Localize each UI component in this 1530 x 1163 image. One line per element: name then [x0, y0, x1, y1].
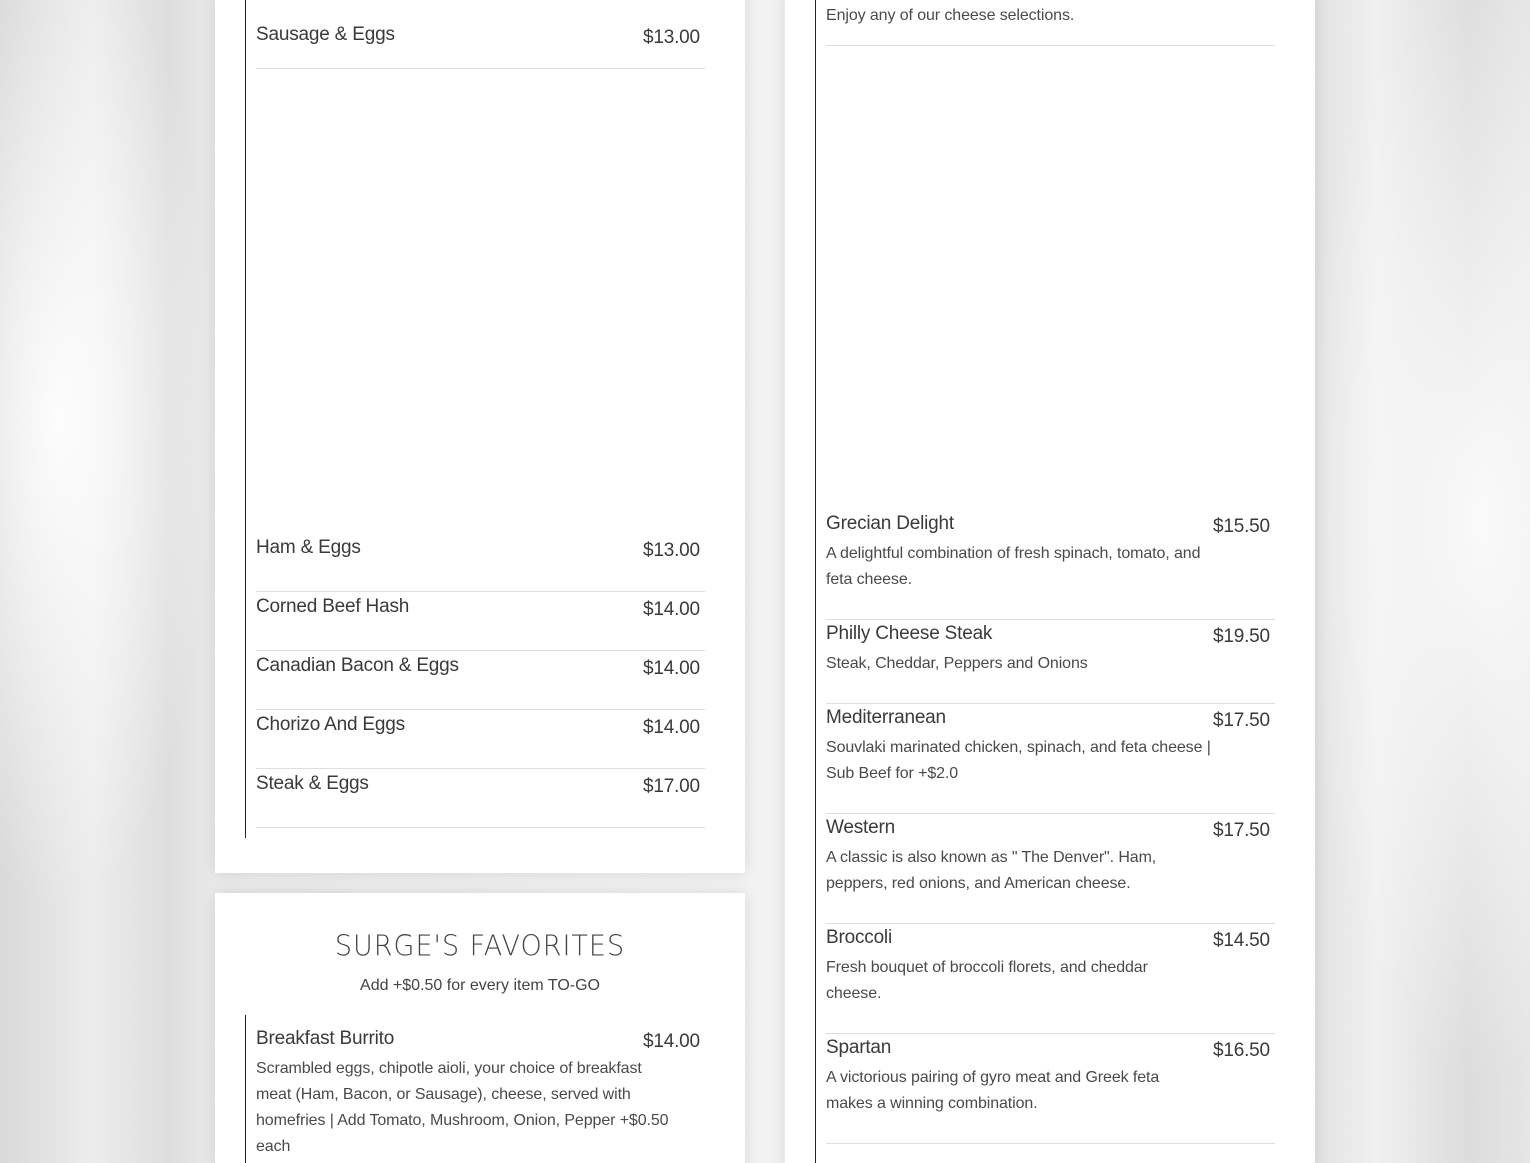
item-price: $17.50	[1213, 820, 1270, 841]
item-description: A classic is also known as " The Denver". Ham, peppers, red onions, and American cheese.	[826, 849, 1157, 892]
menu-item-cheese[interactable]	[826, 0, 1275, 46]
item-price: $19.50	[1213, 626, 1270, 647]
item-price: $15.50	[1213, 516, 1270, 537]
menu-item-steak-eggs[interactable]	[256, 769, 705, 828]
menu-item-western[interactable]	[826, 814, 1275, 924]
menu-item-sausage-eggs[interactable]	[256, 0, 705, 69]
breakfast-menu-list	[245, 0, 705, 838]
menu-item-broccoli[interactable]	[826, 924, 1275, 1034]
menu-item-canadian-bacon-eggs[interactable]	[256, 651, 705, 710]
item-description: A victorious pairing of gyro meat and Greek feta makes a winning combination.	[826, 1069, 1160, 1112]
menu-item-corned-beef-hash[interactable]	[256, 592, 705, 651]
item-name: Broccoli	[826, 927, 892, 948]
item-name: Grecian Delight	[826, 513, 954, 534]
item-description: A delightful combination of fresh spinach, tomato, and feta cheese.	[826, 545, 1201, 588]
item-price: $14.00	[643, 717, 700, 738]
item-name: Western	[826, 817, 895, 838]
menu-item-mediterranean[interactable]	[826, 704, 1275, 814]
item-name: Breakfast Burrito	[256, 1028, 395, 1049]
breakfast-card	[215, 0, 745, 873]
item-price: $14.50	[1213, 930, 1270, 951]
item-price: $14.00	[643, 1031, 700, 1052]
menu-item-philly-cheese-steak[interactable]	[826, 620, 1275, 704]
menu-item-spartan[interactable]	[826, 1034, 1275, 1144]
item-description: Enjoy any of our cheese selections.	[826, 7, 1075, 24]
item-name: Steak & Eggs	[256, 773, 369, 794]
omelettes-menu-list	[815, 0, 1275, 1163]
item-name: Spartan	[826, 1037, 892, 1058]
menu-item-ham-eggs[interactable]	[256, 533, 705, 592]
item-name: Ham & Eggs	[256, 537, 361, 558]
section-note: Add +$0.50 for every item TO-GO	[360, 977, 600, 994]
item-description: Steak, Cheddar, Peppers and Onions	[826, 655, 1088, 672]
item-name: Sausage & Eggs	[256, 24, 395, 45]
menu-item-grecian-delight[interactable]	[826, 510, 1275, 620]
item-name: Canadian Bacon & Eggs	[256, 655, 459, 676]
menu-item-breakfast-burrito[interactable]	[256, 1015, 705, 1163]
item-name: Chorizo And Eggs	[256, 714, 405, 735]
menu-item-chorizo-eggs[interactable]	[256, 710, 705, 769]
item-price: $17.50	[1213, 710, 1270, 731]
item-price: $13.00	[643, 27, 700, 48]
item-name: Mediterranean	[826, 707, 946, 728]
favorites-menu-list	[245, 1015, 705, 1163]
item-price: $16.50	[1213, 1040, 1270, 1061]
item-name: Philly Cheese Steak	[826, 623, 993, 644]
section-title: SURGE'S FAVORITES	[334, 930, 626, 963]
item-description: Scrambled eggs, chipotle aioli, your choice of breakfast meat (Ham, Bacon, or Sausage), cheese, served with homefries | Add Tomato, Mushroom, Onion, Pepper +$0.50 each	[256, 1060, 669, 1155]
omelettes-card	[785, 0, 1315, 1163]
item-description: Souvlaki marinated chicken, spinach, and feta cheese | Sub Beef for +$2.0	[826, 739, 1211, 782]
item-price: $13.00	[643, 540, 700, 561]
item-price: $14.00	[643, 599, 700, 620]
item-name: Corned Beef Hash	[256, 596, 410, 617]
favorites-card	[215, 893, 745, 1163]
item-price: $17.00	[643, 776, 700, 797]
item-description: Fresh bouquet of broccoli florets, and cheddar cheese.	[826, 959, 1148, 1002]
item-price: $14.00	[643, 658, 700, 679]
